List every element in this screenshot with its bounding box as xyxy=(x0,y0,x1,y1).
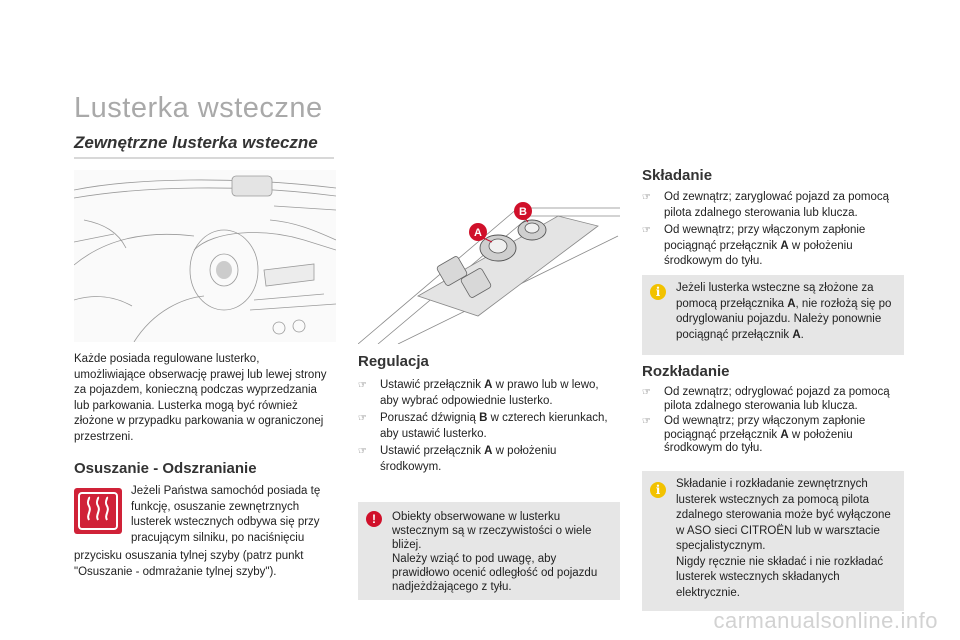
page-title: Lusterka wsteczne xyxy=(74,92,323,124)
defrost-text-indented: Jeżeli Państwa samochód posiada tę funkcję, osuszanie zewnętrznych lusterek wstecznych odbywa się przy pracującym silniku, po naciśnięciu xyxy=(131,485,321,544)
defrost-icon xyxy=(74,488,122,534)
rozkladanie-info-box xyxy=(642,471,904,611)
info-icon: i xyxy=(650,482,666,498)
regulacja-list xyxy=(358,378,620,477)
section-subtitle: Zewnętrzne lusterka wsteczne xyxy=(74,133,318,152)
watermark: carmanualsonline.info xyxy=(713,608,938,633)
list-item: ☞ Od zewnątrz; odryglować pojazd za pomocą pilota zdalnego sterowania lub klucza. xyxy=(642,386,890,412)
list-item: ☞ Ustawić przełącznik A w położeniu środkowym. xyxy=(358,445,557,473)
defrost-text: przycisku osuszania tylnej szyby (patrz punkt "Osuszanie - odmrażanie tylnej szyby"). xyxy=(74,550,304,578)
warning-icon: ! xyxy=(366,511,382,527)
title-divider xyxy=(74,157,334,159)
list-item: ☞ Od wewnątrz; przy włączonym zapłonie pociągnąć przełącznik A w położeniu środkowym do tyłu. xyxy=(642,415,866,454)
skladanie-info-box xyxy=(642,275,904,355)
dashboard-illustration xyxy=(74,170,336,342)
mirror-switch-illustration xyxy=(358,196,620,344)
skladanie-list xyxy=(642,190,904,272)
skladanie-info-text: Jeżeli lusterka wsteczne są złożone za pomocą przełącznika A, nie rozłożą się po odryglowaniu pojazdu. Należy ponownie pociągnąć przełącznik A. xyxy=(676,282,892,341)
rozkladanie-list xyxy=(642,386,904,458)
list-item: ☞ Ustawić przełącznik A w prawo lub w lewo, aby wybrać odpowiednie lusterko. xyxy=(358,379,599,407)
label-a: A xyxy=(474,227,482,239)
label-b: B xyxy=(519,206,527,218)
list-item: ☞ Od wewnątrz; przy włączonym zapłonie pociągnąć przełącznik A w położeniu środkowym do tyłu. xyxy=(642,224,866,267)
rozkladanie-heading: Rozkładanie xyxy=(642,363,730,380)
list-item: ☞ Poruszać dźwignią B w czterech kierunkach, aby ustawić lusterko. xyxy=(358,412,608,440)
list-item: ☞ Od zewnątrz; zaryglować pojazd za pomocą pilota zdalnego sterowania lub klucza. xyxy=(642,191,889,219)
defrost-heading: Osuszanie - Odszranianie xyxy=(74,460,257,477)
warning-box xyxy=(358,502,620,600)
warning-text: Obiekty obserwowane w lusterku wstecznym są w rzeczywistości o wiele bliżej. Należy wziąć to pod uwagę, aby prawidłowo ocenić odległość od pojazdu nadjeżdżającego z tyłu. xyxy=(392,511,598,593)
info-icon: i xyxy=(650,284,666,300)
regulacja-heading: Regulacja xyxy=(358,353,429,370)
rear-defrost-button xyxy=(74,488,122,534)
intro-paragraph: Każde posiada regulowane lusterko, umożliwiające obserwację prawej lub lewej strony za pojazdem, konieczną podczas wyprzedzania lub parkowania. Lusterka mogą być również złożone w przypadku parkowania w ograniczonej przestrzeni. xyxy=(74,353,327,443)
skladanie-heading: Składanie xyxy=(642,167,713,184)
rozkladanie-info-text: Składanie i rozkładanie zewnętrznych lusterek wstecznych za pomocą pilota zdalnego sterowania może być wyłączone w ASO sieci CITROËN lub w warsztacie specjalistycznym. Nigdy ręcznie nie składać i nie rozkładać lusterek wstecznych składanych elektrycznie. xyxy=(676,478,891,599)
